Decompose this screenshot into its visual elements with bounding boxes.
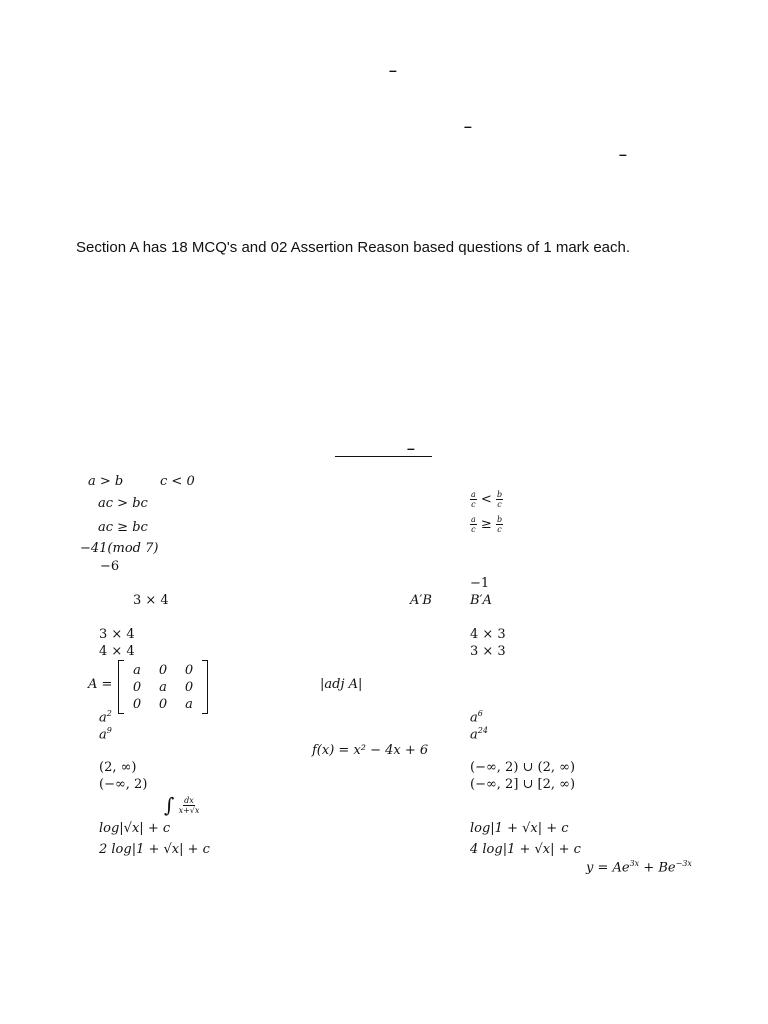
q3-product: A′B [410,593,432,608]
q5-option-d: (−∞, 2] ∪ [2, ∞) [470,777,576,792]
q7-equation: $y = Ae^{3x} + Be^{-3x}$ [586,859,692,876]
q5-option-b: (−∞, 2) ∪ (2, ∞) [470,760,576,775]
q2-expression: −41(mod 7) [80,541,159,556]
q3-option-d: 4 × 4 [99,644,135,659]
q3-option-b: B′A [470,593,492,608]
q1-option-b: $\frac{a}{c}$ < $\frac{b}{c}$ [471,490,503,509]
q3-option-c: 4 × 3 [470,627,506,642]
q6-option-c: 2 log|1 + √x| + c [99,842,210,857]
q6-option-d: 4 log|1 + √x| + c [470,842,581,857]
q5-option-a: (2, ∞) [99,760,137,775]
q4-matrix-lhs: A = [88,677,113,692]
q6-option-a: log|√x| + c [99,821,171,836]
q4-option-c: $a^9$ [99,726,112,743]
q1-option-d: $\frac{a}{c}$ ≥ $\frac{b}{c}$ [471,515,503,534]
q2-option-a: −6 [100,559,120,574]
q5-option-c: (−∞, 2) [99,777,148,792]
q6-integral: ∫ $\frac{dx}{x+√x}$ [164,793,200,817]
header-mark-2: – [464,118,472,134]
section-heading-mark: – [407,440,415,456]
q4-option-d: $a^{24}$ [470,726,488,743]
q5-function: f(x) = x² − 4x + 6 [312,743,429,758]
q4-option-b: $a^6$ [470,709,483,726]
q1-condition-c: c < 0 [160,474,195,489]
q1-option-a: ac > bc [98,496,148,511]
q4-diagonal-matrix: a 0 0 0 a 0 0 0 a [118,660,208,714]
q4-option-a: $a^2$ [99,709,112,726]
header-mark-3: – [619,146,627,162]
q4-adj-expression: |adj A| [320,677,363,692]
q2-option-b: −1 [470,576,490,591]
q1-condition-a: a > b [88,474,124,489]
section-heading-underline [335,456,432,457]
q3-option-a: 3 × 4 [99,627,135,642]
header-mark-1: – [389,62,397,78]
q3-matrix-order: 3 × 4 [133,593,169,608]
section-a-instruction: Section A has 18 MCQ's and 02 Assertion Reason based questions of 1 mark each. [76,239,631,256]
q6-option-b: log|1 + √x| + c [470,821,569,836]
q1-option-c: ac ≥ bc [98,520,148,535]
q3-option-e: 3 × 3 [470,644,506,659]
